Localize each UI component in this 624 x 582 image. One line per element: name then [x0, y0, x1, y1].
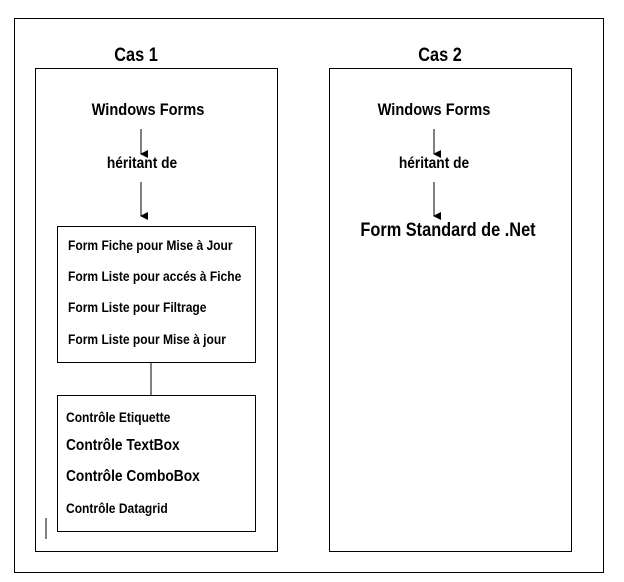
case2-title: Cas 2	[418, 45, 462, 66]
case1-source-label: Windows Forms	[91, 100, 205, 119]
case1-title: Cas 1	[114, 45, 158, 66]
form-item: Form Liste pour Mise à jour	[68, 331, 226, 347]
case2-relation-label: héritant de	[398, 155, 470, 172]
case1-relation-label: héritant de	[106, 155, 178, 172]
control-item: Contrôle ComboBox	[66, 468, 200, 485]
case2-source-label: Windows Forms	[377, 100, 491, 119]
control-item: Contrôle Etiquette	[66, 409, 171, 425]
form-item: Form Liste pour Filtrage	[68, 299, 207, 315]
control-item: Contrôle Datagrid	[66, 500, 168, 516]
form-item: Form Fiche pour Mise à Jour	[68, 237, 233, 253]
control-item: Contrôle TextBox	[66, 437, 180, 454]
case2-target-label: Form Standard de .Net	[360, 220, 536, 241]
form-item: Form Liste pour accés à Fiche	[68, 268, 242, 284]
